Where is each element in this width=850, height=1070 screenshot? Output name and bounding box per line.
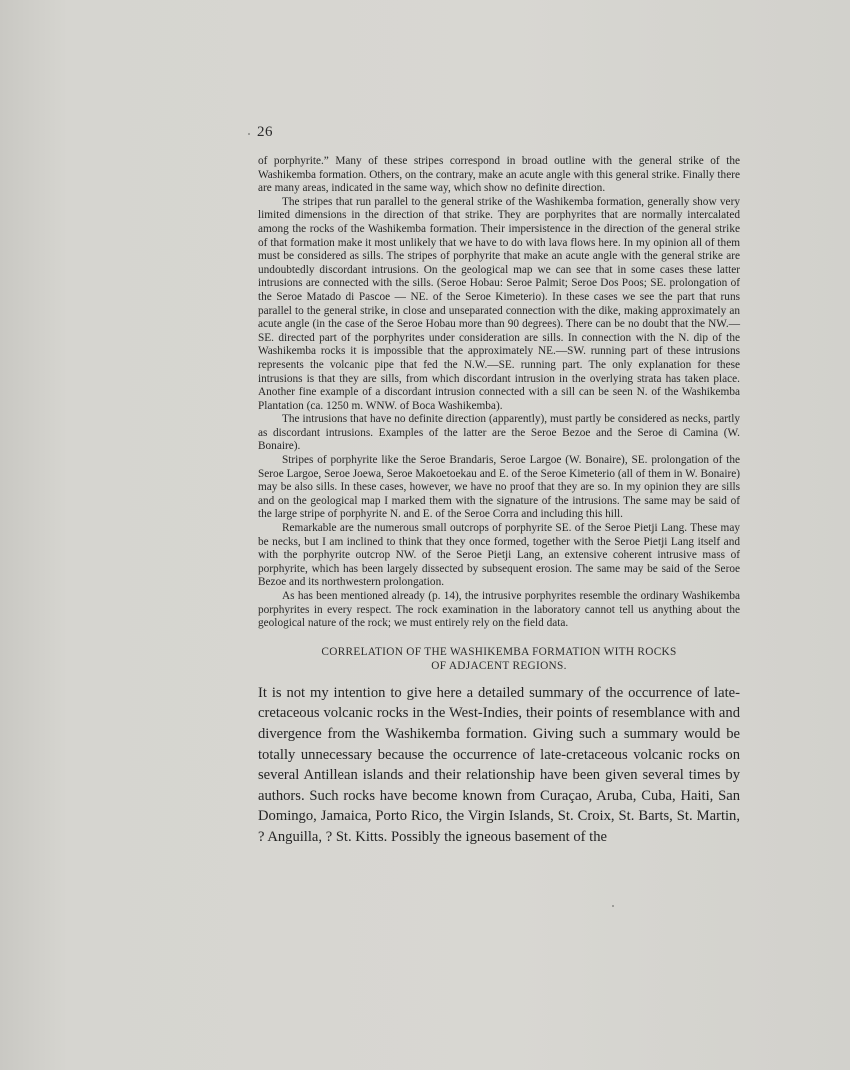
paragraph: The stripes that run parallel to the general strike of the Washikemba formation, generally show very limited dimensions in the direction of that strike. They are porphyrites that are normally intercalated among the rocks of the Washikemba formation. Their impersistence in the direction of the general strike of that formation make it most unlikely that we have to do with lava flows here. In my opinion all of them must be considered as sills. The stripes of porphyrite that make an acute angle with the general strike are undoubtedly discordant intrusions. On the geological map we can see that in some cases these latter intrusions are connected with the sills. (Seroe Hobau: Seroe Palmit; Seroe Dos Poos; SE. prolongation of the Seroe Matado di Pascoe — NE. of the Seroe Kimeterio). In these cases we see the part that runs parallel to the general strike, in close and unseparated connection with the dike, making approximately an acute angle (in the case of the Seroe Hobau more than 90 degrees). There can be no doubt that the NW.—SE. directed part of the porphyrites under consideration are sills. In connection with the N. dip of the Washikemba rocks it is impossible that the approximately NE.—SW. running part of these intrusions represents the volcanic pipe that fed the N.W.—SE. running part. The only explanation for these intrusions is that they are sills, from which discordant intrusion in the overlying strata has taken place. Another fine example of a discordant intrusion connected with a sill can be seen N. of the Washikemba Plantation (ca. 1250 m. WNW. of Boca Washikemba). [258,195,740,412]
paper-speck [248,133,250,135]
large-paragraph: It is not my intention to give here a detailed summary of the occurrence of late-cretaceous volcanic rocks in the West-Indies, their points of resemblance with and divergence from the Washikemba formation. Giving such a summary would be totally unnecessary because the occurrence of late-cretaceous volcanic rocks on several Antillean islands and their relationship have been given several times by authors. Such rocks have become known from Curaçao, Aruba, Cuba, Haiti, San Domingo, Jamaica, Porto Rico, the Virgin Islands, St. Croix, St. Barts, St. Martin, ? Anguilla, ? St. Kitts. Possibly the igneous basement of the [258,684,740,845]
paragraph: The intrusions that have no definite direction (apparently), must partly be considered as necks, partly as discordant intrusions. Examples of the latter are the Seroe Bezoe and the Seroe di Camina (W. Bonaire). [258,413,740,453]
section-heading-line-2: OF ADJACENT REGIONS. [431,659,567,672]
body-text [258,155,740,848]
paragraph: As has been mentioned already (p. 14), the intrusive porphyrites resemble the ordinary Washikemba porphyrites in every respect. The rock examination in the laboratory cannot tell us anything about the geological nature of the rock; we must entirely rely on the field data. [258,590,740,630]
section-heading [258,645,740,673]
section-heading-line-1: CORRELATION OF THE WASHIKEMBA FORMATION WITH ROCKS [321,645,677,658]
paragraph: Stripes of porphyrite like the Seroe Brandaris, Seroe Largoe (W. Bonaire), SE. prolongation of the Seroe Largoe, Seroe Joewa, Seroe Makoetoekau and E. of the Seroe Kimeterio (all of them in W. Bonaire) may be also sills. In these cases, however, we have no proof that they are so. In my opinion they are sills and on the geological map I marked them with the signature of the intrusions. The same may be said of the large stripe of porphyrite N. and E. of the Seroe Corra and including this hill. [258,454,740,521]
page-number: 26 [257,124,273,140]
paragraph: Remarkable are the numerous small outcrops of porphyrite SE. of the Seroe Pietji Lang. These may be necks, but I am inclined to think that they once formed, together with the Seroe Pietji Lang itself and with the porphyrite outcrop NW. of the Seroe Pietji Lang, an extensive coherent intrusive mass of porphyrite, which has been largely dissected by subsequent erosion. The same may be said of the Seroe Bezoe and its northwestern prolongation. [258,522,740,589]
paper-speck [612,905,614,907]
paragraph: of porphyrite.” Many of these stripes correspond in broad outline with the general strike of the Washikemba formation. Others, on the contrary, make an acute angle with this general strike. Finally there are many areas, indicated in the same way, which show no definite direction. [258,155,740,195]
